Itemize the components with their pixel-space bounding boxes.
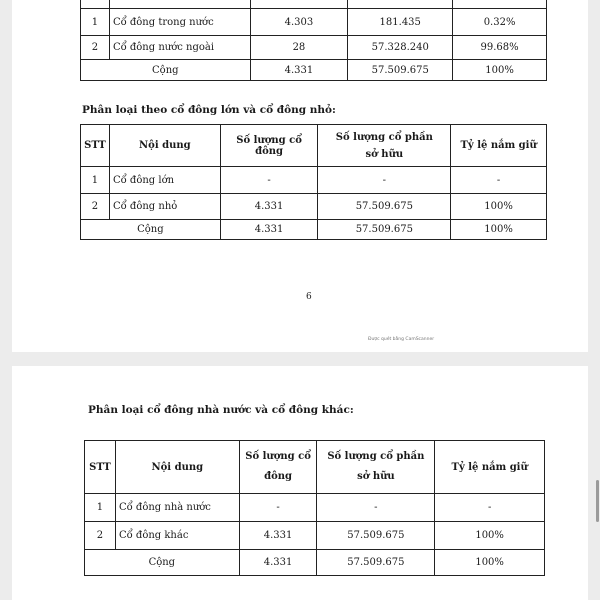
table-row <box>85 494 545 522</box>
cell-total-label: Cộng <box>85 550 240 576</box>
header-noi-dung: Nội dung <box>115 441 239 494</box>
cell-ty-le: 100% <box>451 194 547 220</box>
cell-stt: 2 <box>85 522 116 550</box>
table-row <box>85 522 545 550</box>
table-header-row <box>85 441 545 494</box>
header-so-luong-co-dong-line2: đông <box>264 471 293 482</box>
cell-so-luong-co-dong: 28 <box>250 36 348 60</box>
section-heading-state-other: Phân loại cổ đông nhà nước và cổ đông khác: <box>88 404 354 416</box>
table-header-row <box>81 125 547 167</box>
cell-noi-dung: Cổ đông nhà nước <box>115 494 239 522</box>
cell-noi-dung: Cổ đông nước ngoài <box>109 36 250 60</box>
header-ty-le: Tỷ lệ nắm giữ <box>451 125 547 167</box>
header-so-luong-co-phan-line2: sở hữu <box>357 471 395 482</box>
cell-total-ty-le: 100% <box>453 60 547 81</box>
viewer-scrollbar-thumb[interactable] <box>596 480 599 522</box>
cell-so-luong-co-phan: - <box>318 167 451 194</box>
header-so-luong-co-dong: Số lượng cổ đông <box>220 125 318 167</box>
cell-so-luong-co-dong: 4.303 <box>250 9 348 36</box>
cell-noi-dung: Cổ đông lớn <box>109 167 220 194</box>
header-so-luong-co-dong <box>239 441 317 494</box>
cell-total-so-luong-co-dong: 4.331 <box>220 220 318 240</box>
shareholder-large-small-table <box>80 124 547 240</box>
document-page-2 <box>12 366 588 600</box>
cell-ty-le: - <box>451 167 547 194</box>
cell-so-luong-co-dong: 4.331 <box>239 522 317 550</box>
table-total-row <box>81 60 547 81</box>
cell-noi-dung: Cổ đông trong nước <box>109 9 250 36</box>
cell-stt: 2 <box>81 194 110 220</box>
header-stt: STT <box>81 125 110 167</box>
document-page-1 <box>12 0 588 352</box>
cell-stt: 1 <box>85 494 116 522</box>
cell-so-luong-co-dong: 4.331 <box>220 194 318 220</box>
header-so-luong-co-phan <box>318 125 451 167</box>
header-stt: STT <box>85 441 116 494</box>
table-row <box>81 194 547 220</box>
table-row <box>81 36 547 60</box>
shareholder-domestic-foreign-table <box>80 0 547 81</box>
scanner-watermark-note: Được quét bằng CamScanner <box>368 337 435 342</box>
cell-ty-le: 99.68% <box>453 36 547 60</box>
cell-total-so-luong-co-phan: 57.509.675 <box>348 60 453 81</box>
cell-so-luong-co-phan: 57.509.675 <box>317 522 435 550</box>
cell-so-luong-co-phan: 57.328.240 <box>348 36 453 60</box>
cell-total-label: Cộng <box>81 60 251 81</box>
cell-total-label: Cộng <box>81 220 221 240</box>
header-so-luong-co-dong-line1: Số lượng cổ <box>245 451 311 462</box>
table-row <box>81 167 547 194</box>
table-total-row <box>81 220 547 240</box>
header-so-luong-co-phan-line1: Số lượng cổ phần <box>335 131 433 143</box>
table-total-row <box>85 550 545 576</box>
cell-so-luong-co-dong: - <box>220 167 318 194</box>
header-so-luong-co-phan-partial <box>348 0 453 9</box>
cell-so-luong-co-phan: 57.509.675 <box>318 194 451 220</box>
cell-total-so-luong-co-phan: 57.509.675 <box>318 220 451 240</box>
cell-ty-le: 0.32% <box>453 9 547 36</box>
cell-noi-dung: Cổ đông nhỏ <box>109 194 220 220</box>
cell-noi-dung: Cổ đông khác <box>115 522 239 550</box>
header-so-luong-co-phan <box>317 441 435 494</box>
shareholder-state-other-table <box>84 440 545 576</box>
cell-total-ty-le: 100% <box>451 220 547 240</box>
cell-ty-le: 100% <box>435 522 545 550</box>
cell-so-luong-co-dong: - <box>239 494 317 522</box>
header-so-luong-co-phan-line2: sở hữu <box>365 148 404 160</box>
section-heading-large-small: Phân loại theo cổ đông lớn và cổ đông nhỏ: <box>82 104 336 116</box>
cell-so-luong-co-phan: - <box>317 494 435 522</box>
cell-so-luong-co-phan: 181.435 <box>348 9 453 36</box>
cell-total-so-luong-co-dong: 4.331 <box>239 550 317 576</box>
page-number: 6 <box>306 292 312 302</box>
cell-total-so-luong-co-dong: 4.331 <box>250 60 348 81</box>
cell-ty-le: - <box>435 494 545 522</box>
cell-total-ty-le: 100% <box>435 550 545 576</box>
cell-total-so-luong-co-phan: 57.509.675 <box>317 550 435 576</box>
table-header-row-partial <box>81 0 547 9</box>
header-ty-le: Tỷ lệ nắm giữ <box>435 441 545 494</box>
cell-stt: 2 <box>81 36 110 60</box>
header-so-luong-co-phan-line1: Số lượng cổ phần <box>327 451 425 462</box>
cell-stt: 1 <box>81 167 110 194</box>
table-row <box>81 9 547 36</box>
header-noi-dung: Nội dung <box>109 125 220 167</box>
cell-stt: 1 <box>81 9 110 36</box>
